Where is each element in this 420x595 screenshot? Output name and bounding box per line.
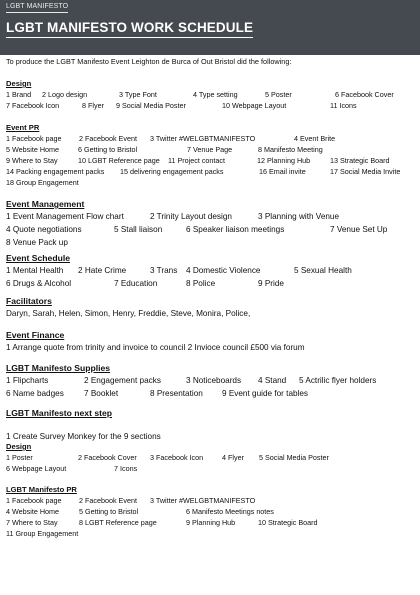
list-item: 11 Group Engagement (6, 529, 79, 538)
list-item: 8 Presentation (150, 389, 203, 398)
list-item: 3 Planning with Venue (258, 212, 340, 221)
list-item: 2 Facebook Cover (78, 453, 137, 462)
list-item: 9 Social Media Poster (116, 101, 186, 110)
list-item: 16 Email invite (259, 167, 306, 176)
list-item: 7 Booklet (84, 389, 119, 398)
list-item: 9 Planning Hub (186, 518, 236, 527)
list-item: 2 Trinity Layout design (150, 212, 232, 221)
design2-heading: Design (6, 442, 32, 451)
list-item: 9 Pride (258, 279, 284, 288)
list-item: 8 Flyer (82, 101, 104, 110)
pr2-heading: LGBT Manifesto PR (6, 485, 77, 494)
list-item: 4 Flyer (222, 453, 244, 462)
list-item: 8 LGBT Reference page (79, 518, 157, 527)
list-item: 7 Venue Page (187, 145, 233, 154)
event-pr-heading: Event PR (6, 123, 40, 132)
list-item: 3 Twitter #WELGBTMANIFESTO (150, 496, 256, 505)
list-item: 2 Logo design (42, 90, 88, 99)
supplies-row (6, 374, 418, 387)
event-pr-row (6, 155, 418, 166)
list-item: 1 Flipcharts (6, 376, 49, 385)
supplies-heading: LGBT Manifesto Supplies (6, 363, 111, 373)
list-item: 7 Education (114, 279, 158, 288)
list-item: 6 Manifesto Meetings notes (186, 507, 274, 516)
list-item: 8 Police (186, 279, 216, 288)
list-item: 1 Mental Health (6, 266, 64, 275)
event-management-row (6, 236, 418, 249)
list-item: 6 Webpage Layout (6, 464, 67, 473)
event-schedule-heading: Event Schedule (6, 253, 70, 263)
list-item: 11 Icons (330, 101, 357, 110)
supplies-row (6, 387, 418, 400)
event-pr-row (6, 133, 418, 144)
list-item: 3 Trans (150, 266, 178, 275)
list-item: 2 Facebook Event (79, 496, 137, 505)
list-item: 2 Facebook Event (79, 134, 137, 143)
supplies-section (6, 363, 418, 400)
list-item: 4 Type setting (193, 90, 238, 99)
list-item: 17 Social Media Invite (330, 167, 401, 176)
design-section (6, 79, 418, 111)
list-item: 6 Drugs & Alcohol (6, 279, 72, 288)
list-item: 12 Planning Hub (257, 156, 311, 165)
list-item: 7 Icons (114, 464, 138, 473)
list-item: 1 Poster (6, 453, 33, 462)
pr2-row (6, 528, 418, 539)
list-item: 6 Speaker liaison meetings (186, 225, 285, 234)
next-step-section (6, 408, 418, 419)
event-finance-text: 1 Arrange quote from trinity and invoice to council 2 Invioce council £500 via forum (6, 343, 305, 352)
design-row (6, 89, 418, 100)
design-heading: Design (6, 79, 32, 88)
design2-section (6, 442, 418, 474)
list-item: 6 Getting to Bristol (78, 145, 138, 154)
list-item: 4 Domestic Violence (186, 266, 261, 275)
event-pr-row (6, 144, 418, 155)
list-item: 6 Name badges (6, 389, 64, 398)
header-label: LGBT MANIFESTO (6, 2, 68, 13)
list-item: 1 Facebook page (6, 134, 62, 143)
event-finance-heading: Event Finance (6, 330, 65, 340)
list-item: 7 Where to Stay (6, 518, 58, 527)
list-item: 14 Packing engagement packs (6, 167, 105, 176)
intro-text: To produce the LGBT Manifesto Event Leighton de Burca of Out Bristol did the following: (6, 57, 292, 66)
list-item: 4 Stand (258, 376, 287, 385)
list-item: 18 Group Engagement (6, 178, 79, 187)
list-item: 13 Strategic Board (330, 156, 390, 165)
facilitators-heading: Facilitators (6, 296, 52, 306)
event-management-heading: Event Management (6, 199, 85, 209)
list-item: 4 Website Home (6, 507, 59, 516)
event-schedule-row (6, 264, 418, 277)
next-step-text: 1 Create Survey Monkey for the 9 sections (6, 432, 161, 441)
event-schedule-section (6, 253, 418, 290)
event-management-section (6, 199, 418, 249)
event-schedule-row (6, 277, 418, 290)
list-item: 5 Sexual Health (294, 266, 352, 275)
list-item: 10 Webpage Layout (222, 101, 287, 110)
list-item: 7 Facebook Icon (6, 101, 60, 110)
next-step-heading: LGBT Manifesto next step (6, 408, 112, 418)
list-item: 11 Project contact (168, 156, 225, 165)
page-title: LGBT MANIFESTO WORK SCHEDULE (6, 20, 253, 38)
list-item: 3 Twitter #WELGBTMANIFESTO (150, 134, 256, 143)
header-bar (0, 0, 420, 55)
list-item: 5 Stall liaison (114, 225, 163, 234)
pr2-section (6, 485, 418, 539)
list-item: 9 Where to Stay (6, 156, 58, 165)
list-item: 5 Poster (265, 90, 292, 99)
list-item: 3 Type Font (119, 90, 157, 99)
design-row (6, 100, 418, 111)
list-item: 2 Engagement packs (84, 376, 161, 385)
list-item: 5 Actrilic flyer holders (299, 376, 377, 385)
list-item: 5 Social Media Poster (259, 453, 329, 462)
pr2-row (6, 506, 418, 517)
list-item: 8 Venue Pack up (6, 238, 68, 247)
list-item: 3 Noticeboards (186, 376, 242, 385)
design2-row (6, 463, 418, 474)
pr2-row (6, 517, 418, 528)
list-item: 3 Facebook Icon (150, 453, 204, 462)
design2-row (6, 452, 418, 463)
facilitators-list: Daryn, Sarah, Helen, Simon, Henry, Freddie, Steve, Monira, Police, (6, 309, 251, 318)
list-item: 8 Manifesto Meeting (258, 145, 323, 154)
event-management-row (6, 223, 418, 236)
pr2-row (6, 495, 418, 506)
list-item: 10 LGBT Reference page (78, 156, 160, 165)
list-item: 15 delivering engagement packs (120, 167, 224, 176)
list-item: 4 Event Brite (294, 134, 336, 143)
list-item: 5 Getting to Bristol (79, 507, 139, 516)
list-item: 1 Event Management Flow chart (6, 212, 124, 221)
event-management-row (6, 210, 418, 223)
list-item: 7 Venue Set Up (330, 225, 388, 234)
event-pr-section (6, 123, 418, 188)
list-item: 9 Event guide for tables (222, 389, 309, 398)
event-finance-section (6, 330, 418, 354)
list-item: 6 Facebook Cover (335, 90, 394, 99)
list-item: 4 Quote negotiations (6, 225, 82, 234)
list-item: 2 Hate Crime (78, 266, 127, 275)
list-item: 10 Strategic Board (258, 518, 318, 527)
facilitators-section (6, 296, 418, 320)
event-pr-row (6, 166, 418, 177)
list-item: 1 Brand (6, 90, 32, 99)
event-pr-row (6, 177, 418, 188)
list-item: 1 Facebook page (6, 496, 62, 505)
list-item: 5 Website Home (6, 145, 59, 154)
